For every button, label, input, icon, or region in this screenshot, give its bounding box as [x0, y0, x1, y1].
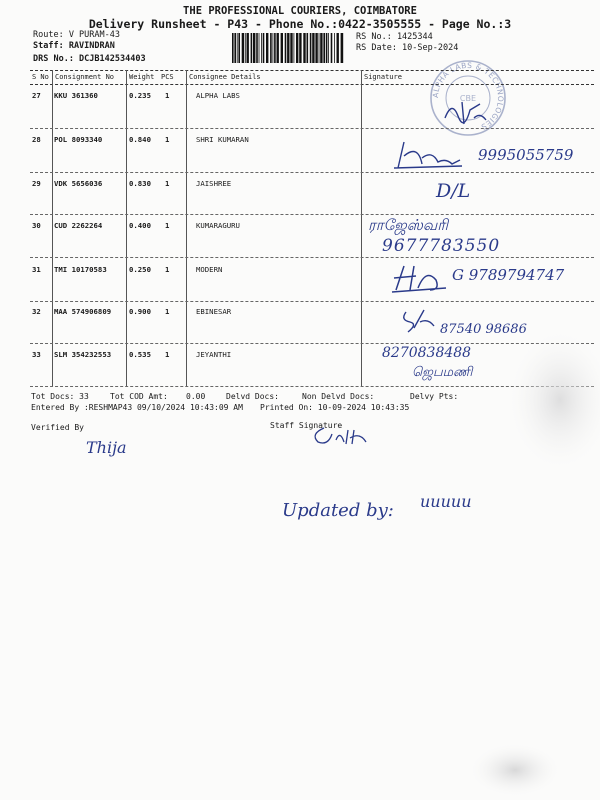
barcode-bar: [247, 33, 249, 63]
svg-text:CBE: CBE: [459, 94, 477, 103]
row-consignee: JAISHREE: [196, 179, 232, 188]
handwritten-name-tamil: ஜெபமணி: [412, 365, 473, 380]
row-pcs: 1: [165, 135, 170, 144]
handwritten-phone: 8270838488: [382, 345, 472, 361]
row-sno: 28: [32, 135, 41, 144]
route-label: Route: V PURAM-43: [33, 30, 120, 40]
barcode-bar: [259, 33, 260, 63]
barcode-bar: [326, 33, 328, 63]
row-pcs: 1: [165, 91, 170, 100]
barcode-bar: [299, 33, 301, 63]
barcode-bar: [323, 33, 325, 63]
barcode-bar: [312, 33, 314, 63]
row-divider: [30, 214, 594, 215]
barcode-bar: [253, 33, 255, 63]
stamp-text: ALPHA LABS & TECHNOLOGIES: [430, 60, 506, 132]
col-header-consignee: Consignee Details: [189, 73, 261, 81]
row-sno: 27: [32, 91, 41, 100]
barcode-bar: [277, 33, 279, 63]
signature-scribble: [440, 98, 490, 128]
row-consignee: JEYANTHI: [196, 350, 232, 359]
row-weight: 0.250: [129, 265, 151, 274]
barcode-bar: [334, 33, 335, 63]
barcode-bar: [328, 33, 329, 63]
row-weight: 0.535: [129, 350, 151, 359]
col-header-weight: Weight: [129, 73, 155, 81]
barcode-bar: [238, 33, 240, 63]
rs-date: RS Date: 10-Sep-2024: [356, 43, 459, 53]
row-consignment: CUD 2262264: [54, 221, 103, 230]
barcode-bar: [331, 33, 333, 63]
row-consignee: ALPHA LABS: [196, 91, 240, 100]
barcode-bar: [245, 33, 246, 63]
row-weight: 0.235: [129, 91, 151, 100]
signature-scribble: [398, 306, 438, 336]
row-consignee: MODERN: [196, 265, 223, 274]
col-header-sno: S No: [32, 73, 49, 81]
barcode-bar: [270, 33, 272, 63]
row-consignee: KUMARAGURU: [196, 221, 240, 230]
row-divider: [30, 301, 594, 302]
row-pcs: 1: [165, 307, 170, 316]
updated-by-label: Updated by:: [282, 500, 394, 521]
company-name: THE PROFESSIONAL COURIERS, COIMBATORE: [183, 5, 417, 17]
total-docs: Tot Docs: 33: [31, 392, 89, 401]
barcode: [232, 33, 344, 63]
barcode-bar: [234, 33, 236, 63]
non-delivered-docs: Non Delvd Docs:: [302, 392, 375, 401]
barcode-bar: [237, 33, 238, 63]
updated-by-signature: uuuuu: [420, 492, 472, 511]
handwritten-name-tamil: ராஜேஸ்வரி: [368, 216, 449, 234]
barcode-bar: [266, 33, 268, 63]
row-divider: [30, 257, 594, 258]
row-consignment: TMI 10170583: [54, 265, 107, 274]
row-pcs: 1: [165, 265, 170, 274]
barcode-bar: [232, 33, 234, 63]
barcode-bar: [242, 33, 244, 63]
row-weight: 0.830: [129, 179, 151, 188]
barcode-bar: [315, 33, 317, 63]
delivery-points: Delvy Pts:: [410, 392, 459, 401]
row-pcs: 1: [165, 179, 170, 188]
col-header-pcs: PCS: [161, 73, 174, 81]
barcode-bar: [294, 33, 295, 63]
barcode-bar: [341, 33, 343, 63]
table-top-rule: [30, 70, 594, 71]
handwritten-phone: G 9789794747: [452, 266, 565, 284]
staff-signature-label: Staff Signature: [270, 421, 343, 430]
row-weight: 0.840: [129, 135, 151, 144]
barcode-bar: [261, 33, 262, 63]
printed-on: Printed On: 10-09-2024 10:43:35: [260, 403, 410, 412]
handwritten-note: D/L: [436, 180, 471, 202]
signature-scribble: [392, 138, 464, 174]
barcode-bar: [307, 33, 309, 63]
barcode-bar: [337, 33, 339, 63]
col-divider: [52, 70, 53, 386]
row-divider: [30, 128, 594, 129]
barcode-bar: [263, 33, 265, 63]
delivered-docs: Delvd Docs:: [226, 392, 279, 401]
row-consignment: VDK 5656036: [54, 179, 103, 188]
handwritten-phone: 9677783550: [382, 236, 501, 256]
col-header-consignment: Consignment No: [55, 73, 115, 81]
staff-signature-scribble: [310, 424, 370, 448]
handwritten-phone: 9995055759: [478, 146, 574, 164]
barcode-bar: [281, 33, 283, 63]
handwritten-phone: 87540 98686: [440, 322, 527, 337]
row-consignee: SHRI KUMARAN: [196, 135, 249, 144]
row-consignment: SLM 354232553: [54, 350, 112, 359]
paper-smudge: [470, 740, 560, 795]
barcode-bar: [320, 33, 322, 63]
runsheet-title: Delivery Runsheet - P43 - Phone No.:0422-3505555 - Page No.:3: [88, 17, 512, 31]
col-divider: [361, 70, 362, 386]
col-divider: [126, 70, 127, 386]
verified-signature: Thija: [86, 438, 127, 457]
row-pcs: 1: [165, 221, 170, 230]
barcode-bar: [251, 33, 253, 63]
row-sno: 30: [32, 221, 41, 230]
row-divider: [30, 172, 594, 173]
row-weight: 0.900: [129, 307, 151, 316]
row-sno: 29: [32, 179, 41, 188]
barcode-bar: [274, 33, 276, 63]
signature-scribble: [390, 262, 450, 296]
row-consignment: MAA 574906809: [54, 307, 112, 316]
barcode-bar: [290, 33, 292, 63]
verified-by-label: Verified By: [31, 423, 84, 432]
row-consignment: KKU 361360: [54, 91, 98, 100]
row-weight: 0.400: [129, 221, 151, 230]
row-sno: 33: [32, 350, 41, 359]
barcode-bar: [285, 33, 287, 63]
barcode-bar: [310, 33, 312, 63]
col-header-signature: Signature: [364, 73, 402, 81]
table-header-rule: [30, 84, 594, 85]
staff-label: Staff: RAVINDRAN: [33, 41, 115, 51]
row-pcs: 1: [165, 350, 170, 359]
total-cod-value: 0.00: [186, 392, 206, 401]
barcode-bar: [287, 33, 289, 63]
total-cod-label: Tot COD Amt:: [110, 392, 168, 401]
row-consignee: EBINESAR: [196, 307, 232, 316]
row-consignment: POL 8093340: [54, 135, 103, 144]
barcode-bar: [273, 33, 274, 63]
barcode-bar: [256, 33, 258, 63]
col-divider: [186, 70, 187, 386]
rs-number: RS No.: 1425344: [356, 32, 433, 42]
drs-number: DRS No.: DCJB142534403: [33, 54, 146, 64]
row-sno: 32: [32, 307, 41, 316]
barcode-bar: [296, 33, 298, 63]
entered-by: Entered By :RESHMAP43 09/10/2024 10:43:09 AM: [31, 403, 243, 412]
row-sno: 31: [32, 265, 41, 274]
barcode-bar: [303, 33, 305, 63]
barcode-bar: [319, 33, 320, 63]
paper-smudge: [490, 330, 600, 470]
